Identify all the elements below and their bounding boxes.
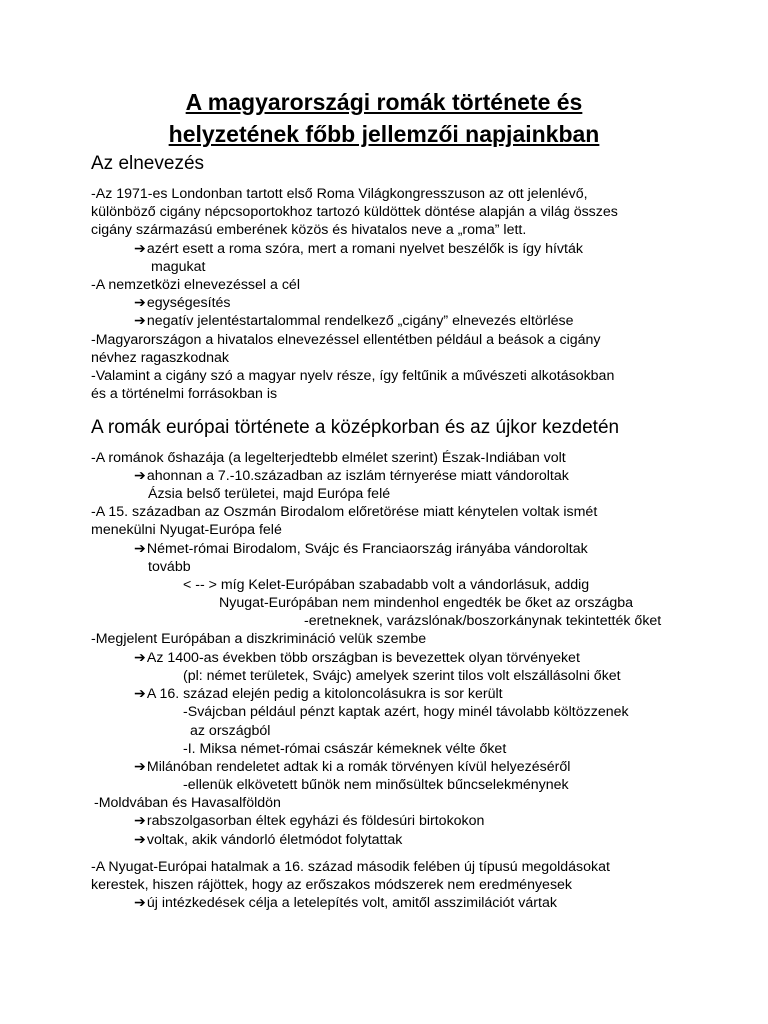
arrow-right-icon: ➔ bbox=[134, 295, 146, 311]
paragraph-line: és a történelmi forrásokban is bbox=[91, 386, 278, 402]
arrow-list-item bbox=[134, 758, 570, 776]
arrow-right-icon: ➔ bbox=[134, 759, 146, 775]
paragraph-line: -eretneknek, varázslónak/boszorkánynak tekintették őket bbox=[304, 613, 662, 629]
paragraph-line: cigány származású emberének közös és hivatalos neve a „roma” lett. bbox=[91, 222, 527, 238]
document-title-line-2: helyzetének főbb jellemzői napjainkban bbox=[168, 121, 600, 147]
section-heading-european-history: A romák európai története a középkorban és az újkor kezdetén bbox=[91, 417, 620, 438]
arrow-right-icon: ➔ bbox=[134, 832, 146, 848]
arrow-list-item bbox=[134, 649, 580, 667]
paragraph-line: Ázsia belső területei, majd Európa felé bbox=[148, 486, 391, 502]
paragraph-line: < -- > míg Kelet-Európában szabadabb volt a vándorlásuk, addig bbox=[183, 577, 590, 593]
paragraph-line: -Moldvában és Havasalföldön bbox=[94, 795, 281, 811]
paragraph-line: -A románok őshazája (a legelterjedtebb elmélet szerint) Észak-Indiában volt bbox=[91, 450, 566, 466]
paragraph-line: magukat bbox=[151, 259, 206, 275]
list-item-text: Német-római Birodalom, Svájc és Franciaország irányába vándoroltak bbox=[146, 541, 588, 557]
arrow-right-icon: ➔ bbox=[134, 313, 146, 329]
arrow-list-item bbox=[134, 831, 402, 849]
arrow-right-icon: ➔ bbox=[134, 541, 146, 557]
paragraph-line: -Svájcban például pénzt kaptak azért, hogy minél távolabb költözzenek bbox=[183, 704, 629, 720]
arrow-list-item bbox=[134, 312, 574, 330]
list-item-text: egységesítés bbox=[146, 295, 231, 311]
paragraph-line: (pl: német területek, Svájc) amelyek szerint tilos volt elszállásolni őket bbox=[183, 668, 621, 684]
section-heading-naming: Az elnevezés bbox=[91, 153, 205, 174]
paragraph-line: -ellenük elkövetett bűnök nem minősültek bűncselekménynek bbox=[183, 777, 569, 793]
arrow-right-icon: ➔ bbox=[134, 241, 146, 257]
paragraph-line: -I. Miksa német-római császár kémeknek vélte őket bbox=[183, 741, 507, 757]
paragraph-line: -Valamint a cigány szó a magyar nyelv része, így feltűnik a művészeti alkotásokban bbox=[91, 368, 615, 384]
list-item-text: új intézkedések célja a letelepítés volt, amitől asszimilációt vártak bbox=[146, 895, 557, 911]
list-item-text: A 16. század elején pedig a kitoloncolásukra is sor került bbox=[146, 686, 503, 702]
paragraph-line: -Az 1971-es Londonban tartott első Roma Világkongresszuson az ott jelenlévő, bbox=[91, 186, 588, 202]
arrow-list-item bbox=[134, 294, 231, 312]
paragraph-line: menekülni Nyugat-Európa felé bbox=[91, 522, 282, 538]
paragraph-line: névhez ragaszkodnak bbox=[91, 350, 230, 366]
arrow-list-item bbox=[134, 894, 557, 912]
list-item-text: ahonnan a 7.-10.században az iszlám térnyerése miatt vándoroltak bbox=[146, 468, 569, 484]
arrow-right-icon: ➔ bbox=[134, 650, 146, 666]
arrow-list-item bbox=[134, 467, 569, 485]
arrow-right-icon: ➔ bbox=[134, 468, 146, 484]
arrow-list-item bbox=[134, 685, 503, 703]
arrow-list-item bbox=[134, 812, 484, 830]
paragraph-line: -A Nyugat-Európai hatalmak a 16. század második felében új típusú megoldásokat bbox=[91, 859, 610, 875]
paragraph-line: kerestek, hiszen rájöttek, hogy az erőszakos módszerek nem eredményesek bbox=[91, 877, 573, 893]
document-title-line-1: A magyarországi romák története és bbox=[185, 89, 583, 115]
arrow-right-icon: ➔ bbox=[134, 813, 146, 829]
paragraph-line: -Megjelent Európában a diszkrimináció velük szembe bbox=[91, 631, 427, 647]
list-item-text: negatív jelentéstartalommal rendelkező „cigány” elnevezés eltörlése bbox=[146, 313, 574, 329]
paragraph-line: -A 15. században az Oszmán Birodalom előretörése miatt kénytelen voltak ismét bbox=[91, 504, 598, 520]
paragraph-line: tovább bbox=[148, 559, 191, 575]
paragraph-line: az országból bbox=[190, 723, 271, 739]
paragraph-line: különböző cigány népcsoportokhoz tartozó küldöttek döntése alapján a világ összes bbox=[91, 204, 618, 220]
list-item-text: rabszolgasorban éltek egyházi és földesúri birtokokon bbox=[146, 813, 485, 829]
paragraph-line: -Magyarországon a hivatalos elnevezéssel ellentétben például a beások a cigány bbox=[91, 332, 601, 348]
arrow-right-icon: ➔ bbox=[134, 686, 146, 702]
list-item-text: voltak, akik vándorló életmódot folytattak bbox=[146, 832, 403, 848]
list-item-text: azért esett a roma szóra, mert a romani nyelvet beszélők is így hívták bbox=[146, 241, 583, 257]
paragraph-line: -A nemzetközi elnevezéssel a cél bbox=[91, 277, 300, 293]
arrow-list-item bbox=[134, 240, 583, 258]
list-item-text: Az 1400-as években több országban is bevezettek olyan törvényeket bbox=[146, 650, 580, 666]
arrow-list-item bbox=[134, 540, 588, 558]
list-item-text: Milánóban rendeletet adtak ki a romák törvényen kívül helyezéséről bbox=[146, 759, 571, 775]
paragraph-line: Nyugat-Európában nem mindenhol engedték be őket az országba bbox=[219, 595, 634, 611]
arrow-right-icon: ➔ bbox=[134, 895, 146, 911]
